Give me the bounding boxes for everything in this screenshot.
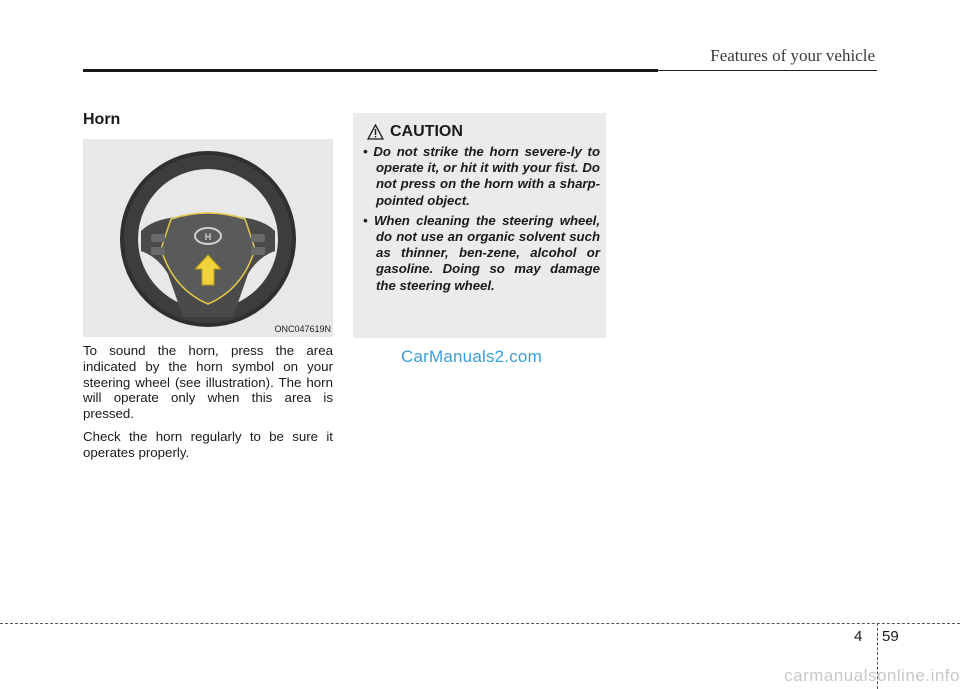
footer-rule bbox=[0, 623, 960, 624]
page-number: 59 bbox=[882, 628, 899, 645]
section-heading: Horn bbox=[83, 111, 121, 128]
watermark-link[interactable]: CarManuals2.com bbox=[401, 347, 542, 366]
bullet-icon: • bbox=[363, 212, 368, 228]
body-paragraph: To sound the horn, press the area indicated by the horn symbol on your steering wheel (see illustration). The horn will operate only when this area is pressed. bbox=[83, 343, 333, 422]
caution-title: CAUTION bbox=[390, 123, 463, 140]
steering-wheel-horn-illustration bbox=[83, 139, 333, 337]
header-rule-thick bbox=[83, 69, 658, 72]
chapter-number: 4 bbox=[854, 628, 863, 645]
caution-list bbox=[363, 144, 600, 298]
caution-item: • When cleaning the steering wheel, do not use an organic solvent such as thinner, ben-zene, alcohol or gasoline. Doing so may damage the steering wheel. bbox=[363, 212, 601, 293]
caution-header bbox=[367, 122, 463, 142]
caution-item: • Do not strike the horn severe-ly to operate it, or hit it with your fist. Do not press on the horn with a sharp-pointed object. bbox=[363, 144, 600, 208]
svg-text:H: H bbox=[204, 232, 212, 242]
caution-box bbox=[353, 113, 606, 338]
footer-watermark: carmanualsonline.info bbox=[784, 666, 960, 685]
figure-code: ONC047619N bbox=[274, 324, 331, 334]
warning-triangle-icon bbox=[367, 124, 384, 140]
steering-wheel-figure bbox=[83, 139, 333, 337]
header-title: Features of your vehicle bbox=[710, 46, 875, 65]
bullet-icon: • bbox=[363, 144, 368, 159]
body-text bbox=[83, 343, 333, 468]
body-paragraph: Check the horn regularly to be sure it operates properly. bbox=[83, 428, 333, 460]
header-rule-thin bbox=[658, 70, 877, 71]
